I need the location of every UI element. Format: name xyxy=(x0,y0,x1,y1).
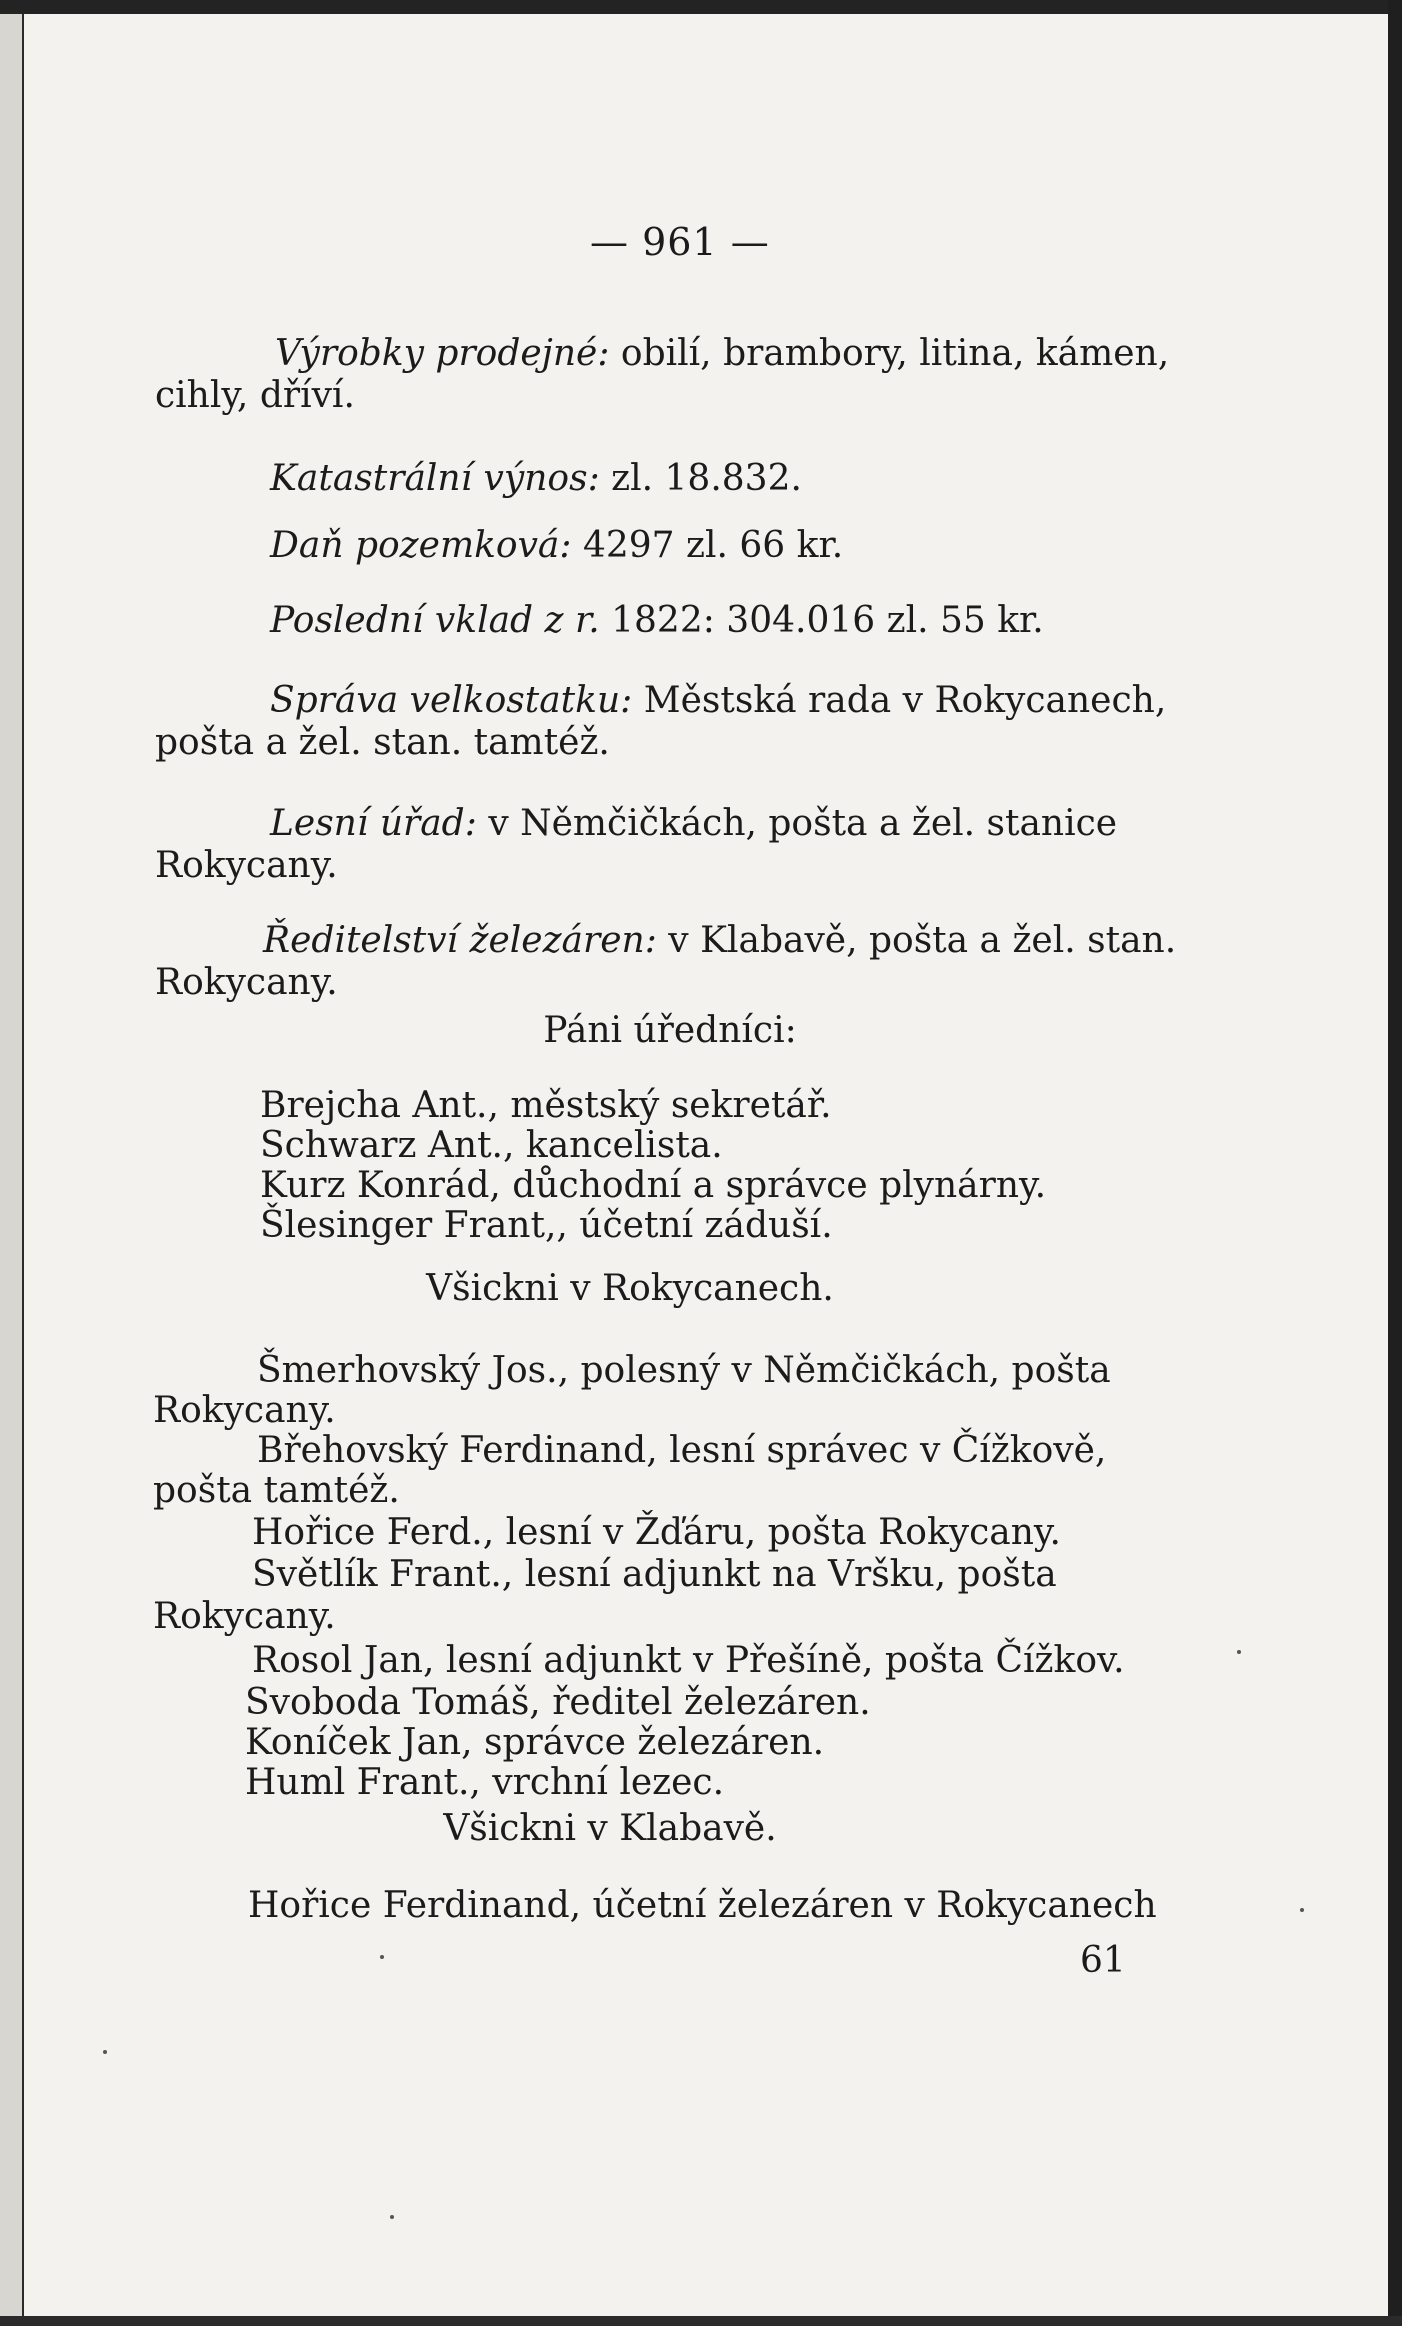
vyrobky-label: Výrobky prodejné: xyxy=(275,333,610,374)
last-entry: Hořice Ferdinand, účetní železáren v Rokycanech xyxy=(248,1885,1157,1926)
forester-row: Rokycany. xyxy=(153,1596,336,1637)
forester-row: Rokycany. xyxy=(153,1390,336,1431)
scan-speck xyxy=(390,2215,394,2219)
scan-speck xyxy=(380,1955,384,1959)
riditelstvi-line-2: Rokycany. xyxy=(155,962,338,1003)
binding-spine xyxy=(22,0,24,2326)
lesni-value: v Němčičkách, pošta a žel. stanice xyxy=(488,803,1118,844)
forester-row: Svoboda Tomáš, ředitel železáren. xyxy=(245,1682,871,1723)
lesni-line xyxy=(270,803,1117,844)
bottom-scan-border xyxy=(0,2316,1402,2326)
posledni-value: 1822: 304.016 zl. 55 kr. xyxy=(611,600,1044,641)
vyrobky-line-2: cihly, dříví. xyxy=(155,375,355,416)
katastralni-line xyxy=(270,458,802,499)
sprava-line-2: pošta a žel. stan. tamtéž. xyxy=(155,722,610,763)
all-in-rokycany: Všickni v Rokycanech. xyxy=(426,1268,834,1309)
left-page-edge xyxy=(0,0,22,2326)
official-row: Brejcha Ant., městský sekretář. xyxy=(260,1085,832,1126)
katastralni-value: zl. 18.832. xyxy=(611,458,802,499)
official-row: Kurz Konrád, důchodní a správce plynárny. xyxy=(260,1165,1047,1206)
riditelstvi-label: Ředitelství železáren: xyxy=(263,920,657,961)
page-number: — 961 — xyxy=(590,220,770,264)
official-row: Schwarz Ant., kancelista. xyxy=(260,1125,723,1166)
official-row: Šlesinger Frant,, účetní záduší. xyxy=(260,1205,833,1246)
top-scan-border xyxy=(0,0,1402,14)
sprava-line xyxy=(270,680,1166,721)
all-in-klabava: Všickni v Klabavě. xyxy=(443,1808,777,1849)
forester-row: Břehovský Ferdinand, lesní správec v Čížkově, xyxy=(257,1430,1107,1471)
forester-row: pošta tamtéž. xyxy=(153,1470,400,1511)
riditelstvi-value: v Klabavě, pošta a žel. stan. xyxy=(668,920,1177,961)
officials-heading: Páni úředníci: xyxy=(543,1010,797,1051)
forester-row: Rosol Jan, lesní adjunkt v Přešíně, pošta Čížkov. xyxy=(252,1640,1125,1681)
scan-speck xyxy=(103,2050,107,2054)
scan-speck xyxy=(1237,1650,1241,1654)
katastralni-label: Katastrální výnos: xyxy=(270,458,600,499)
posledni-line xyxy=(270,600,1044,641)
dan-line xyxy=(270,525,843,566)
signature-mark: 61 xyxy=(1080,1940,1126,1981)
lesni-label: Lesní úřad: xyxy=(270,803,477,844)
dan-label: Daň pozemková: xyxy=(270,525,572,566)
sprava-value: Městská rada v Rokycanech, xyxy=(643,680,1167,721)
forester-row: Světlík Frant., lesní adjunkt na Vršku, pošta xyxy=(252,1554,1057,1595)
vyrobky-line xyxy=(275,333,1169,374)
right-scan-border xyxy=(1388,0,1402,2326)
vyrobky-value: obilí, brambory, litina, kámen, xyxy=(620,333,1170,374)
riditelstvi-line xyxy=(263,920,1176,961)
lesni-line-2: Rokycany. xyxy=(155,845,338,886)
posledni-label: Poslední vklad z r. xyxy=(270,600,600,641)
scan-speck xyxy=(1300,1908,1304,1912)
dan-value: 4297 zl. 66 kr. xyxy=(582,525,844,566)
forester-row: Huml Frant., vrchní lezec. xyxy=(245,1762,725,1803)
forester-row: Koníček Jan, správce železáren. xyxy=(245,1722,825,1763)
forester-row: Šmerhovský Jos., polesný v Němčičkách, pošta xyxy=(257,1350,1111,1391)
sprava-label: Správa velkostatku: xyxy=(270,680,633,721)
forester-row: Hořice Ferd., lesní v Žďáru, pošta Rokycany. xyxy=(252,1512,1061,1553)
